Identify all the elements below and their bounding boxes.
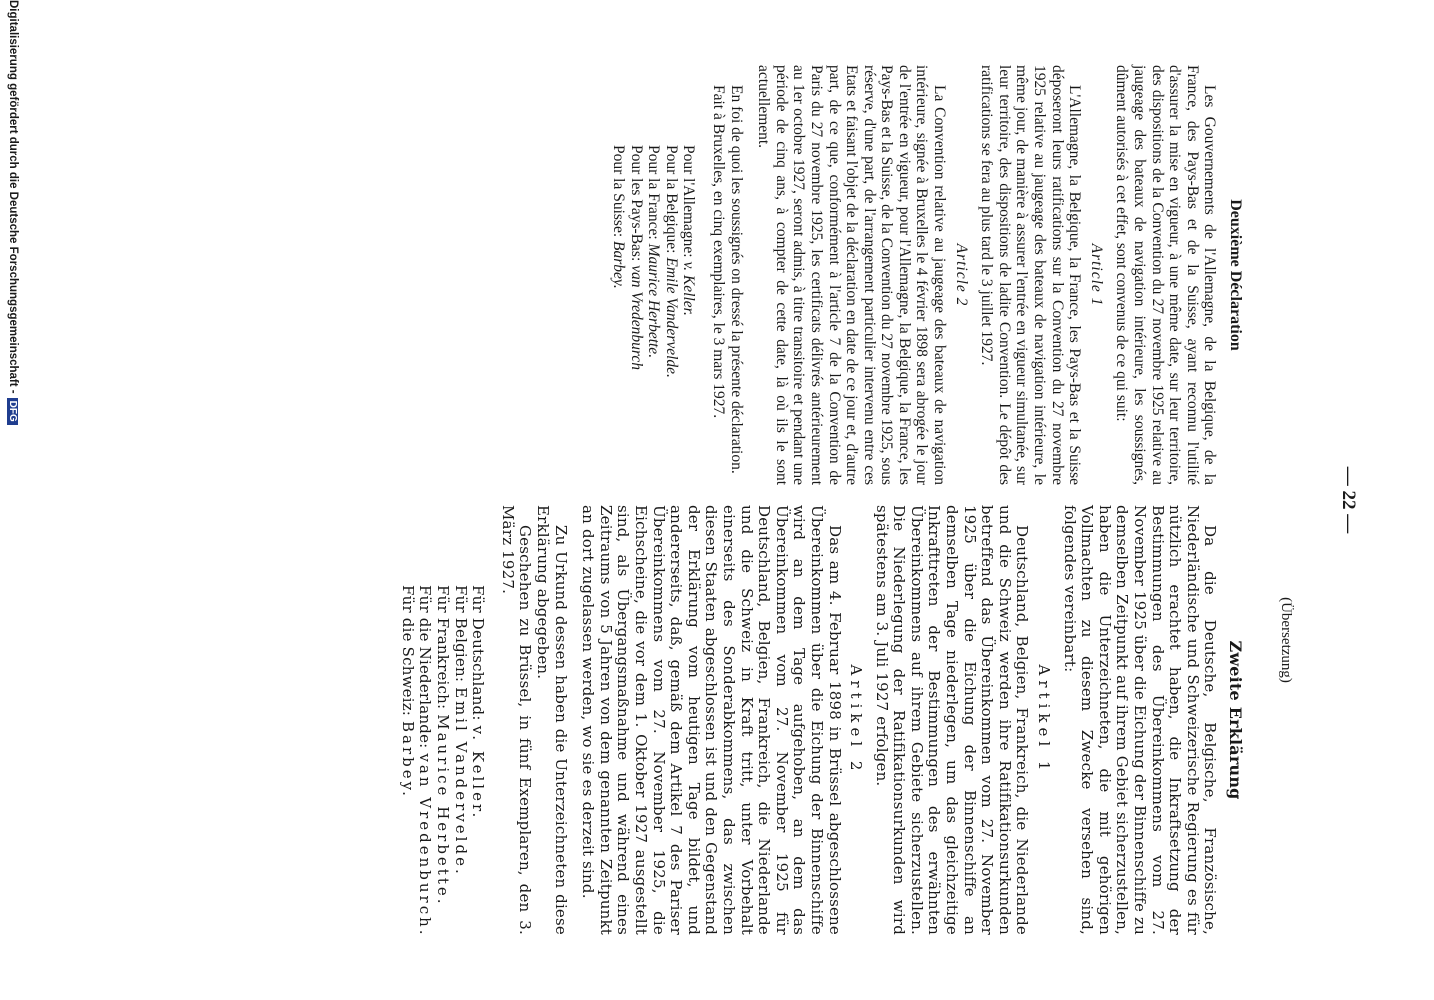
signature-line: Pour les Pays-Bas: van Vredenburch xyxy=(627,145,645,370)
signature-line: Für die Schweiz: Barbey. xyxy=(398,585,417,799)
french-article-1-text: L'Allemagne, la Belgique, la France, les Pays-Bas et la Suisse déposeront leurs ratifications sur la Convention du 27 novembre 1925 relative au jaugeage des bateaux de navigation intérieure, le même jour, de manière à assurer l'entrée en vigueur simultanée, sur leur territoire, des dispositions de ladite Convention. Le dépôt des ratifications se fera au plus tard le 3 juillet 1927. xyxy=(978,65,1084,485)
signature-line: Pour la France: Maurice Herbette. xyxy=(645,145,663,359)
digitization-footer xyxy=(7,0,19,1000)
french-intro: Les Gouvernements de l'Allemagne, de la Belgique, de la France, des Pays-Bas et de la Suisse, ayant reconnu l'utilité d'assurer la mise en vigueur, à une même date, sur leur territoire, des dispositions de la Convention du 27 novembre 1925 relative au jaugeage des bateaux de navigation intérieure, les soussignés, dûment autorisés à cet effet, sont convenus de ce qui suit: xyxy=(1113,65,1219,485)
french-signatures xyxy=(609,65,697,485)
signature-line: Für Deutschland: v. Keller. xyxy=(469,585,488,821)
french-article-2-title: Article 2 xyxy=(952,243,970,307)
german-signatures xyxy=(398,505,488,938)
signature-line: Für die Niederlande: van Vredenburch. xyxy=(416,585,435,938)
french-column xyxy=(609,65,1244,485)
signature-line: Pour la Suisse: Barbey. xyxy=(610,145,627,289)
signature-line: Für Belgien: Emil Vandervelde. xyxy=(451,585,470,877)
german-article-2-title: Artikel 2 xyxy=(847,664,866,776)
page-number: — 22 — xyxy=(1338,466,1359,534)
german-column xyxy=(398,505,1245,938)
footer-text: Digitalisierung gefördert durch die Deutsche Forschungsgemeinschaft - xyxy=(7,0,19,394)
german-done-at: Geschehen zu Brüssel, in fünf Exemplaren, den 3. März 1927. xyxy=(498,505,535,935)
french-done-at: Fait à Bruxelles, en cinq exemplaires, le 3 mars 1927. xyxy=(709,85,727,419)
german-article-1-text: Deutschland, Belgien, Frankreich, die Niederlande und die Schweiz werden ihre Ratifikationsurkunden betreffend das Übereinkommen vom 27. November 1925 über die Eichung der Binnenschiffe an demselben Tage niederlegen, um das gleichzeitige Inkrafttreten der Bestimmungen des erwähnten Übereinkommens auf ihrem Gebiete sicherzustellen. Die Niederlegung der Ratifikationsurkunden wird spätestens am 3. Juli 1927 erfolgen. xyxy=(872,505,1032,935)
german-intro: Da die Deutsche, Belgische, Französische, Niederländische und Schweizerische Regierung es für nützlich erachtet haben, die Inkraftsetzung der Bestimmungen des Übereinkommens vom 27. November 1925 über die Eichung der Binnenschiffe zu demselben Zeitpunkt auf ihrem Gebiet sicherzustellen, haben die Unterzeichneten, die mit gehörigen Vollmachten zu diesem Zwecke versehen sind, folgendes vereinbart: xyxy=(1060,505,1220,935)
translation-label: (Übersetzung) xyxy=(1278,597,1294,683)
german-article-2-text: Das am 4. Februar 1898 in Brüssel abgeschlossene Übereinkommen über die Eichung der Binnenschiffe wird an dem Tage aufgehoben, an dem das Übereinkommen vom 27. November 1925 für Deutschland, Belgien, Frankreich, die Niederlande und die Schweiz in Kraft tritt, unter Vorbehalt einerseits des Sonderabkommens, das zwischen diesen Staaten abgeschlossen ist und den Gegenstand der Erklärung vom heutigen Tage bildet, und andererseits, daß, gemäß dem Artikel 7 des Pariser Übereinkommens vom 27. November 1925, die Eichscheine, die vor dem 1. Oktober 1927 ausgestellt sind, als Übergangsmaßnahme und während eines Zeitraums von 5 Jahren von dem genannten Zeitpunkt an dort zugelassen werden, wo sie es derzeit sind. xyxy=(579,505,844,935)
french-closing: En foi de quoi les soussignés on dressé la présente déclaration. xyxy=(727,85,745,474)
german-article-1-title: Artikel 1 xyxy=(1035,664,1054,776)
french-article-1-title: Article 1 xyxy=(1087,243,1105,307)
french-article-2-text: La Convention relative au jaugeage des bateaux de navigation intérieure, signée à Bruxelles le 4 février 1898 sera abrogée le jour de l'entrée en vigueur, pour l'Allemagne, la Belgique, la France, les Pays-Bas et la Suisse, de la Convention du 27 novembre 1925, sous réserve, d'une part, de l'arrangement particulier intervenu entre ces Etats et faisant l'objet de la déclaration en date de ce jour et, d'autre part, de ce que, conformément à l'article 7 de la Convention de Paris du 27 novembre 1925, les certificats délivrés antérieurement au 1er octobre 1927, seront admis, à titre transitoire et pendant une période de cinq ans, à compter de cette date, là où ils le sont actuellement. xyxy=(755,65,949,485)
signature-line: Für Frankreich: Maurice Herbette. xyxy=(434,585,453,907)
german-closing: Zu Urkund dessen haben die Unterzeichneten diese Erklärung abgegeben. xyxy=(534,505,570,935)
french-heading: Deuxième Déclaration xyxy=(1227,199,1244,351)
dfg-logo: DFG xyxy=(7,398,18,425)
signature-line: Pour l'Allemagne: v. Keller. xyxy=(680,145,698,316)
german-heading: Zweite Erklärung xyxy=(1226,640,1245,800)
signature-line: Pour la Belgique: Emile Vandervelde. xyxy=(662,145,680,378)
